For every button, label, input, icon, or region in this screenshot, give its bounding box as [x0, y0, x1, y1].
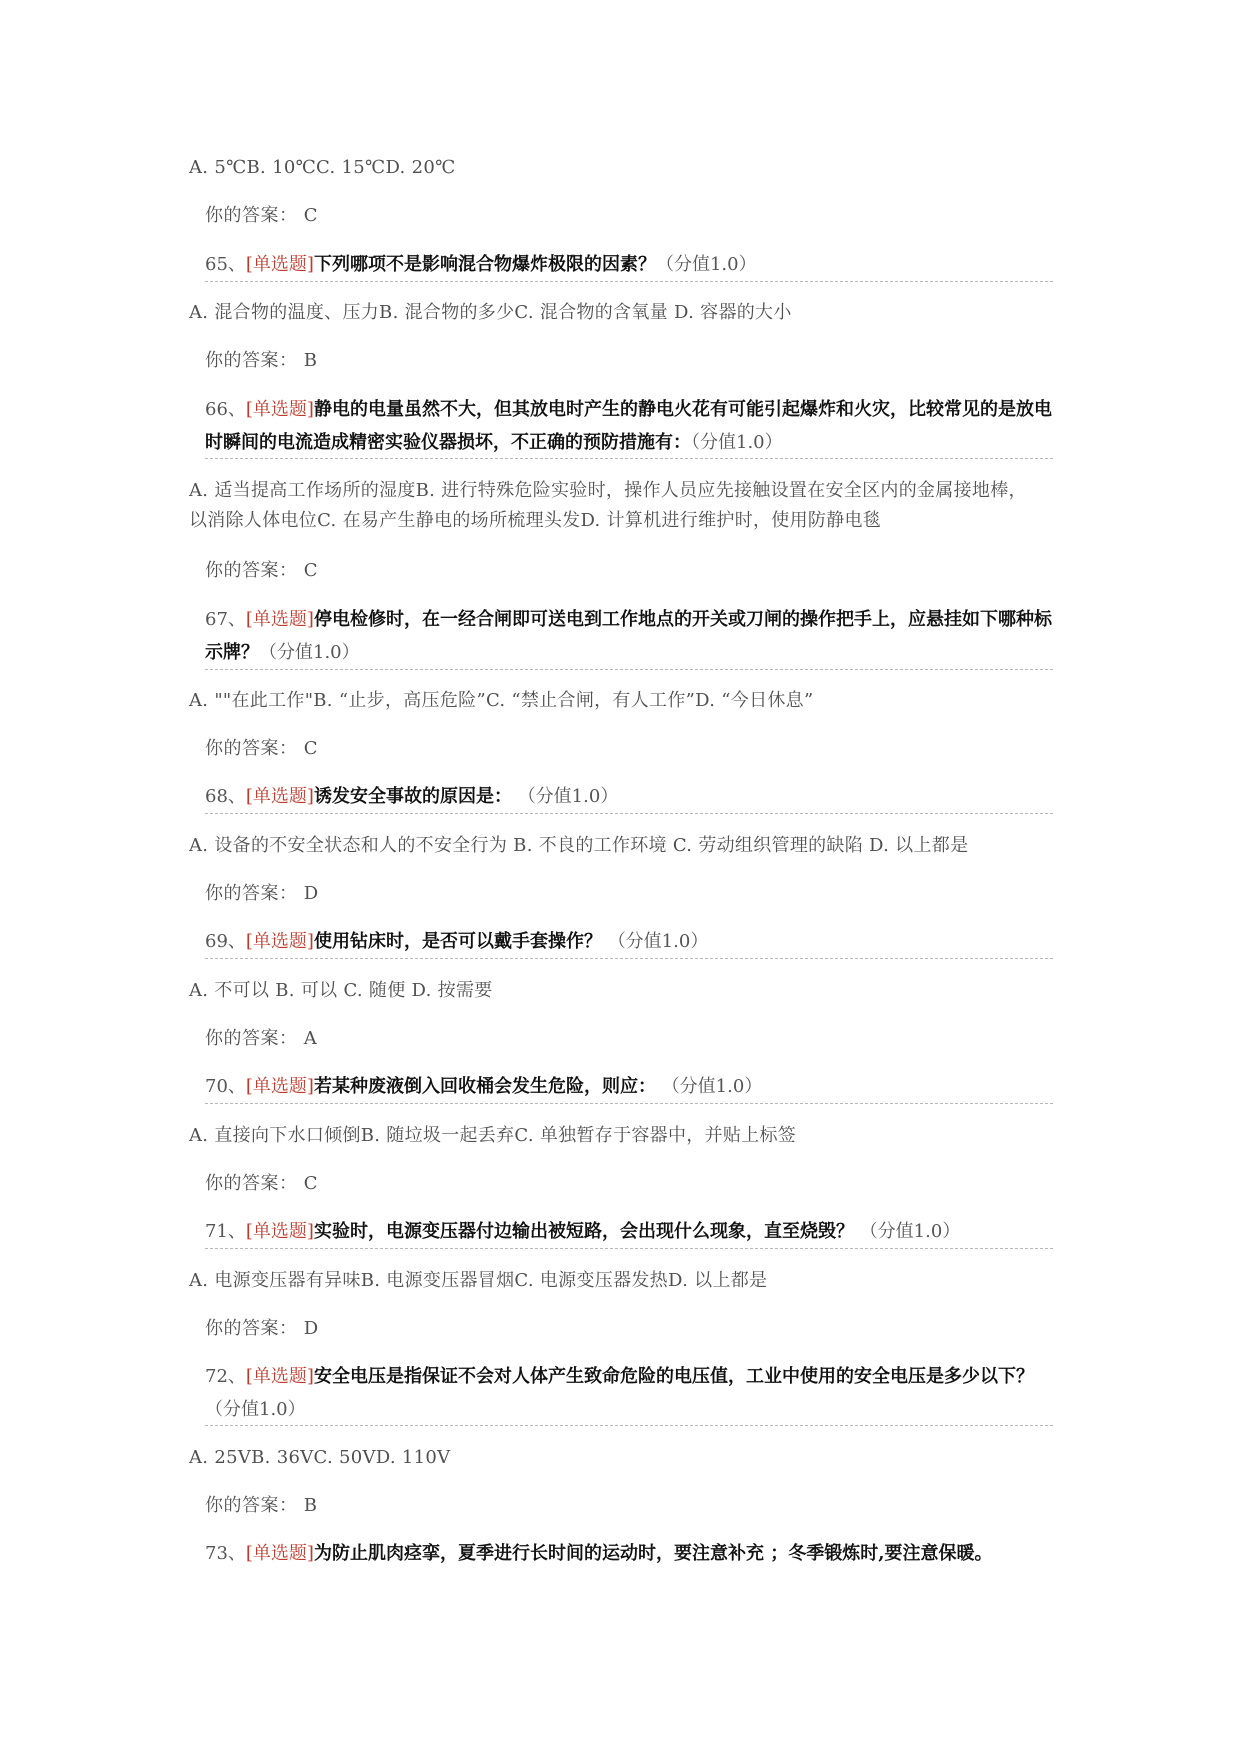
question-score: （分值1.0）: [691, 432, 783, 453]
question-type-tag: [单选题]: [245, 254, 314, 275]
question-66: [205, 393, 1055, 459]
dashed-divider: [205, 1248, 1053, 1249]
answer-value: C: [303, 560, 319, 581]
answer-line: [205, 560, 318, 582]
question-score: （分值1.0）: [661, 1076, 763, 1097]
options-line: A. 5℃B. 10℃C. 15℃D. 20℃: [189, 157, 456, 178]
options-line: A. 适当提高工作场所的湿度B. 进行特殊危险实验时，操作人员应先接触设置在安全区内的金属接地棒，: [189, 480, 1027, 501]
options-line: A. 不可以 B. 可以 C. 随便 D. 按需要: [189, 980, 493, 1001]
question-number: 73、: [205, 1543, 246, 1564]
question-text: 停电检修时，在一经合闸即可送电到工作地点的开关或刀闸的操作把手上，应悬挂如下哪种标示牌？: [205, 609, 1052, 663]
question-score: （分值1.0）: [859, 1221, 961, 1242]
answer-value: C: [303, 205, 319, 226]
answer-value: B: [303, 350, 318, 371]
question-number: 68、: [205, 786, 246, 807]
answer-label: 你的答案：: [205, 1495, 298, 1516]
dashed-divider: [205, 1103, 1053, 1104]
question-65: [205, 248, 1055, 281]
question-number: 72、: [205, 1366, 246, 1387]
question-type-tag: [单选题]: [245, 1076, 314, 1097]
question-72: [205, 1360, 1055, 1426]
question-69: [205, 925, 1055, 958]
question-68: [205, 780, 1055, 813]
question-text: 实验时，电源变压器付边输出被短路，会出现什么现象，直至烧毁？: [313, 1221, 854, 1242]
options-line: A. 设备的不安全状态和人的不安全行为 B. 不良的工作环境 C. 劳动组织管理的缺陷 D. 以上都是: [189, 835, 969, 856]
question-number: 69、: [205, 931, 246, 952]
answer-value: D: [303, 883, 319, 904]
answer-line: [205, 1028, 317, 1050]
dashed-divider: [205, 813, 1053, 814]
question-score: （分值1.0）: [517, 786, 619, 807]
question-67: [205, 603, 1055, 669]
answer-line: [205, 1495, 317, 1517]
question-text: 使用钻床时，是否可以戴手套操作？: [313, 931, 602, 952]
question-73: [205, 1537, 1055, 1570]
answer-line: [205, 350, 317, 372]
question-number: 65、: [205, 254, 246, 275]
question-type-tag: [单选题]: [245, 1366, 314, 1387]
question-text: 诱发安全事故的原因是：: [313, 786, 512, 807]
question-number: 66、: [205, 399, 246, 420]
dashed-divider: [205, 958, 1053, 959]
question-type-tag: [单选题]: [245, 1221, 314, 1242]
answer-label: 你的答案：: [205, 1028, 298, 1049]
answer-value: A: [303, 1028, 318, 1049]
answer-line: [205, 738, 318, 760]
answer-value: C: [303, 738, 319, 759]
answer-line: [205, 205, 318, 227]
dashed-divider: [205, 669, 1053, 670]
question-score: （分值1.0）: [205, 1399, 306, 1420]
question-70: [205, 1070, 1055, 1103]
question-score: （分值1.0）: [259, 642, 360, 663]
options-line-continued: 以消除人体电位C. 在易产生静电的场所梳理头发D. 计算机进行维护时，使用防静电毯: [189, 510, 882, 531]
question-type-tag: [单选题]: [245, 786, 314, 807]
answer-line: [205, 1173, 318, 1195]
options-line: A. 直接向下水口倾倒B. 随垃圾一起丢弃C. 单独暂存于容器中，并贴上标签: [189, 1125, 797, 1146]
answer-value: D: [303, 1318, 319, 1339]
question-text: 安全电压是指保证不会对人体产生致命危险的电压值，工业中使用的安全电压是多少以下？: [313, 1366, 1034, 1387]
question-type-tag: [单选题]: [245, 1543, 314, 1564]
answer-line: [205, 1318, 319, 1340]
answer-label: 你的答案：: [205, 738, 298, 759]
options-line: A. ""在此工作"B. “止步，高压危险”C. “禁止合闸，有人工作”D. “今日休息”: [189, 690, 814, 711]
options-line: A. 混合物的温度、压力B. 混合物的多少C. 混合物的含氧量 D. 容器的大小: [189, 302, 792, 323]
question-score: （分值1.0）: [655, 254, 757, 275]
question-71: [205, 1215, 1055, 1248]
answer-label: 你的答案：: [205, 205, 298, 226]
answer-label: 你的答案：: [205, 1173, 298, 1194]
answer-line: [205, 883, 319, 905]
answer-label: 你的答案：: [205, 350, 298, 371]
dashed-divider: [205, 281, 1053, 282]
question-type-tag: [单选题]: [245, 931, 314, 952]
answer-label: 你的答案：: [205, 883, 298, 904]
question-text: 静电的电量虽然不大，但其放电时产生的静电火花有可能引起爆炸和火灾，比较常见的是放电时瞬间的电流造成精密实验仪器损坏，不正确的预防措施有：: [205, 399, 1052, 453]
question-type-tag: [单选题]: [245, 609, 314, 630]
dashed-divider: [205, 458, 1053, 459]
question-text: 若某种废液倒入回收桶会发生危险，则应：: [313, 1076, 656, 1097]
question-number: 70、: [205, 1076, 246, 1097]
answer-label: 你的答案：: [205, 560, 298, 581]
question-number: 71、: [205, 1221, 246, 1242]
question-text: 下列哪项不是影响混合物爆炸极限的因素？: [313, 254, 656, 275]
answer-label: 你的答案：: [205, 1318, 298, 1339]
options-line: A. 电源变压器有异味B. 电源变压器冒烟C. 电源变压器发热D. 以上都是: [189, 1270, 768, 1291]
dashed-divider: [205, 1425, 1053, 1426]
answer-value: C: [303, 1173, 319, 1194]
question-text: 为防止肌肉痉挛，夏季进行长时间的运动时，要注意补充 ；冬季锻炼时,要注意保暖。: [313, 1543, 993, 1564]
answer-value: B: [303, 1495, 318, 1516]
question-number: 67、: [205, 609, 246, 630]
options-line: A. 25VB. 36VC. 50VD. 110V: [189, 1447, 451, 1468]
question-type-tag: [单选题]: [245, 399, 314, 420]
question-score: （分值1.0）: [607, 931, 709, 952]
